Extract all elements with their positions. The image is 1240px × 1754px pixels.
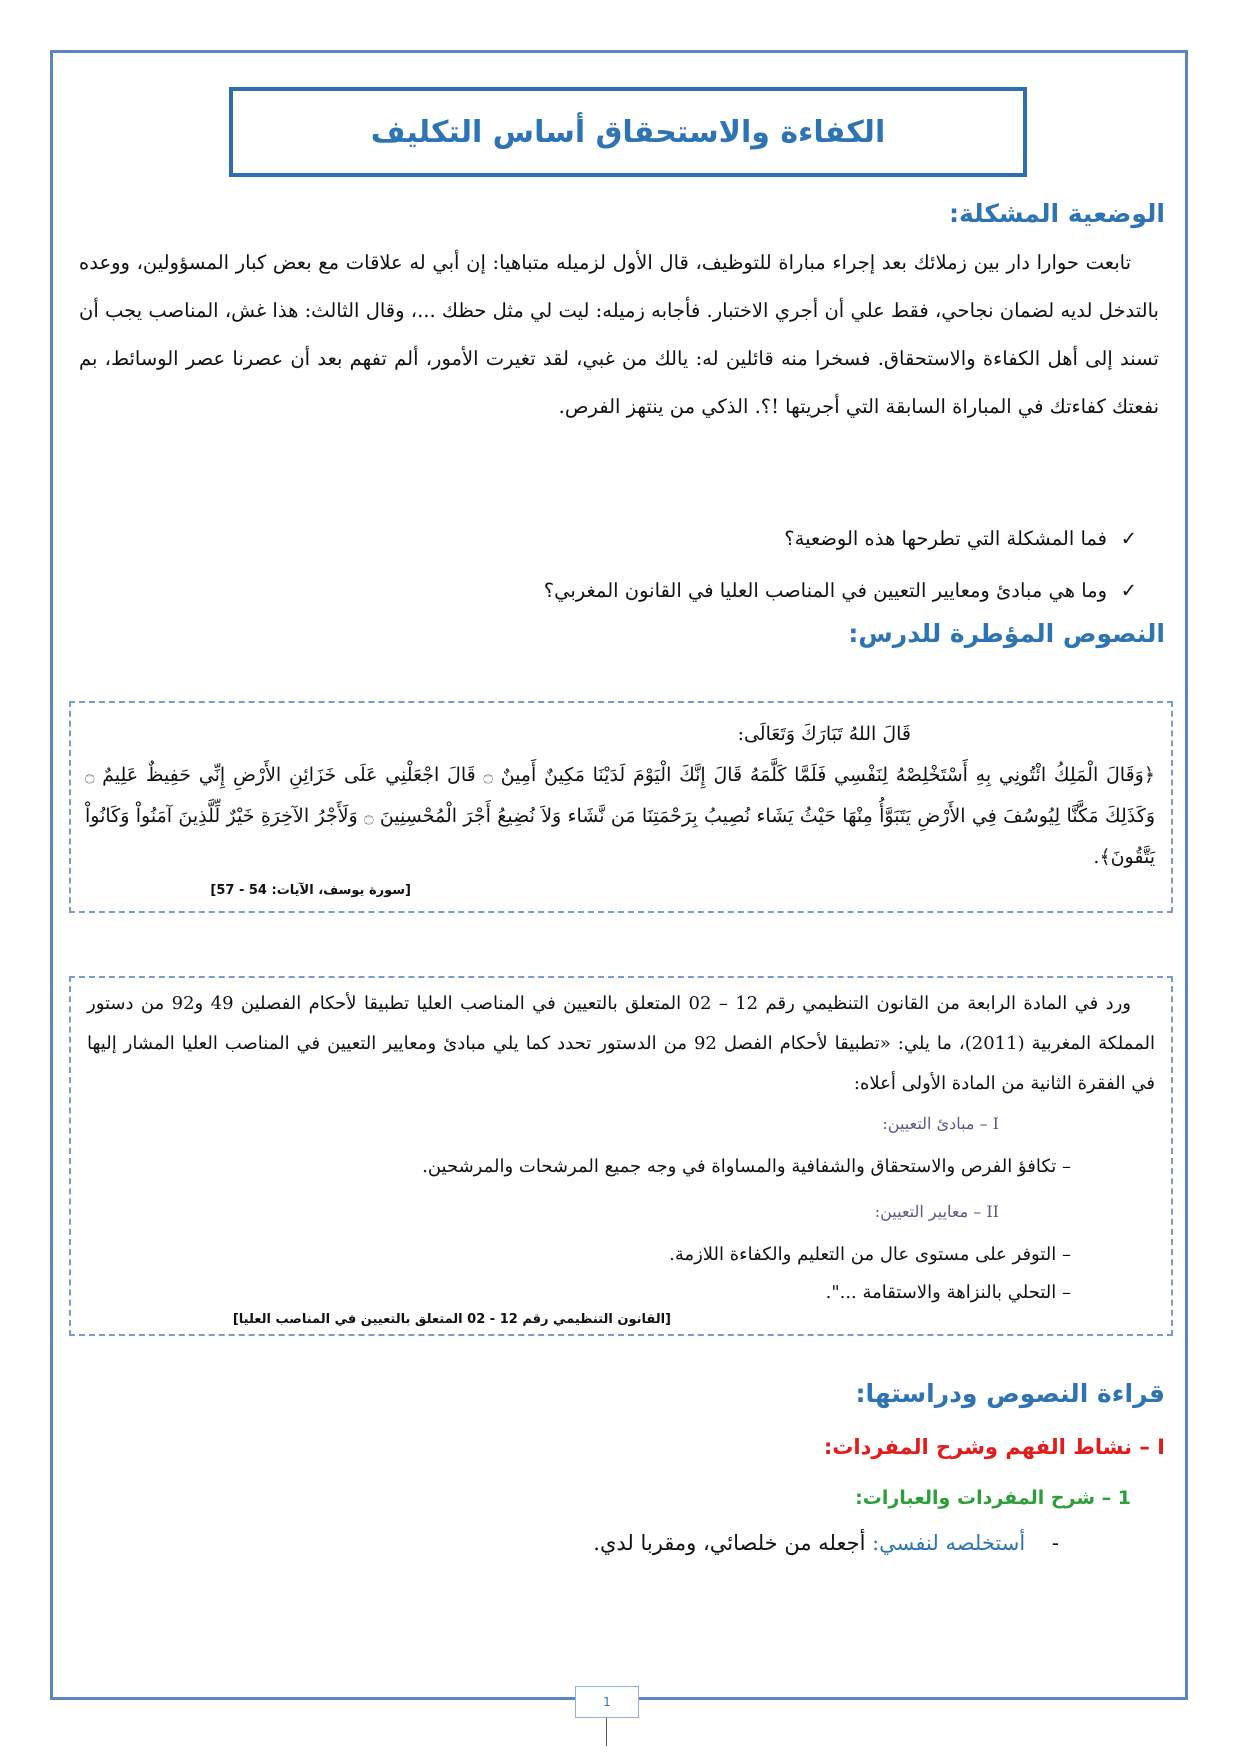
quran-citation: [سورة يوسف، الآيات: 54 - 57]: [210, 883, 411, 898]
situation-paragraph: [79, 239, 1159, 431]
vocab-term: أستخلصه لنفسي:: [872, 1531, 1026, 1555]
page-title: الكفاءة والاستحقاق أساس التكليف: [370, 114, 886, 150]
law-citation: [القانون التنظيمي رقم 12 - 02 المتعلق بالتعيين في المناصب العليا]: [232, 1312, 671, 1327]
verse-56: وَكَذَلِكَ مَكَّنَّا لِيُوسُفَ فِي الأَرْضِ يَتَبَوَّأُ مِنْهَا حَيْثُ يَشَاء نُصِيبُ بِرَحْمَتِنَا مَن نَّشَاء وَلاَ نُضِيعُ أَجْرَ الْمُحْسِنِينَ: [379, 805, 1156, 827]
check-icon: ✓: [1120, 579, 1137, 602]
page-number-tick: [606, 1718, 607, 1746]
principle-item: – تكافؤ الفرص والاستحقاق والشفافية والمساواة في وجه جميع المرشحات والمرشحين.: [422, 1156, 1071, 1177]
situation-text: تابعت حوارا دار بين زملائك بعد إجراء مباراة للتوظيف، قال الأول لزميله متباهيا: إن أبي له علاقات مع بعض كبار المسؤولين، ووعده بالتدخل لديه لضمان نجاحي، فقط علي أن أجري الاختبار. فأجابه زميله: ليت لي مثل حظك ...، وقال الثالث: هذا غش، المناصب يجب أن تسند إلى أهل الكفاءة والاستحقاق. فسخرا منه قائلين له: يالك من غبي، لقد تغيرت الأمور، ألم تفهم بعد أن عصرنا عصر الوسائط، بم نفعتك كفاءتك في المباراة السابقة التي أجريتها !؟. الذكي من ينتهز الفرص.: [79, 251, 1159, 418]
vocab-definition: أجعله من خلصائي، ومقربا لدي.: [593, 1531, 866, 1555]
law-box: [69, 976, 1173, 1336]
verse-57: وَلَأَجْرُ الآخِرَةِ خَيْرٌ لِّلَّذِينَ آمَنُواْ وَكَانُواْ يَتَّقُونَ﴾.: [85, 805, 1155, 868]
question-list: [93, 515, 1137, 615]
quran-verses: [85, 755, 1155, 877]
question-item: [93, 515, 1137, 563]
principles-title: I – مبادئ التعيين:: [882, 1114, 999, 1133]
activity-heading: I – نشاط الفهم وشرح المفردات:: [823, 1435, 1165, 1459]
reading-heading: قراءة النصوص ودراستها:: [855, 1379, 1165, 1408]
question-item: [93, 567, 1137, 615]
page-number: 1: [575, 1686, 639, 1718]
quran-box: [69, 701, 1173, 913]
vocab-subheading: 1 – شرح المفردات والعبارات:: [855, 1487, 1131, 1509]
vocab-item: [593, 1531, 1059, 1555]
verse-55: قَالَ اجْعَلْنِي عَلَى خَزَائِنِ الأَرْضِ إِنِّي حَفِيظٌ عَلِيمٌ: [102, 764, 476, 786]
ayah-end-icon: ۝: [483, 766, 493, 785]
law-text: ورد في المادة الرابعة من القانون التنظيمي رقم 12 – 02 المتعلق بالتعيين في المناصب العليا تطبيقا لأحكام الفصلين 49 و92 من دستور المملكة المغربية (2011)، ما يلي: «تطبيقا لأحكام الفصل 92 من الدستور تحدد كما يلي مبادئ ومعايير التعيين في المناصب العليا المشار إليها في الفقرة الثانية من المادة الأولى أعلاه:: [87, 993, 1155, 1094]
page-frame: [50, 50, 1188, 1700]
texts-heading: النصوص المؤطرة للدرس:: [848, 619, 1165, 648]
criteria-item: – التوفر على مستوى عال من التعليم والكفاءة اللازمة.: [669, 1244, 1071, 1265]
vocab-bullet: -: [1051, 1531, 1059, 1555]
quran-intro: قَالَ اللهُ تَبَارَكَ وَتَعَالَى:: [737, 723, 911, 745]
ayah-end-icon: ۝: [85, 766, 95, 785]
question-text: فما المشكلة التي تطرحها هذه الوضعية؟: [784, 527, 1107, 550]
check-icon: ✓: [1120, 527, 1137, 550]
title-box: [229, 87, 1027, 177]
situation-heading: الوضعية المشكلة:: [948, 199, 1165, 228]
criteria-title: II – معايير التعيين:: [874, 1202, 999, 1221]
law-paragraph: [87, 984, 1155, 1104]
criteria-item: – التحلي بالنزاهة والاستقامة ...".: [825, 1282, 1071, 1303]
ayah-end-icon: ۝: [364, 807, 374, 826]
verse-54: ﴿وَقَالَ الْمَلِكُ ائْتُونِي بِهِ أَسْتَخْلِصْهُ لِنَفْسِي فَلَمَّا كَلَّمَهُ قَالَ إِنَّكَ الْيَوْمَ لَدَيْنَا مَكِينٌ أَمِينٌ: [500, 764, 1155, 786]
question-text: وما هي مبادئ ومعايير التعيين في المناصب العليا في القانون المغربي؟: [543, 579, 1107, 602]
